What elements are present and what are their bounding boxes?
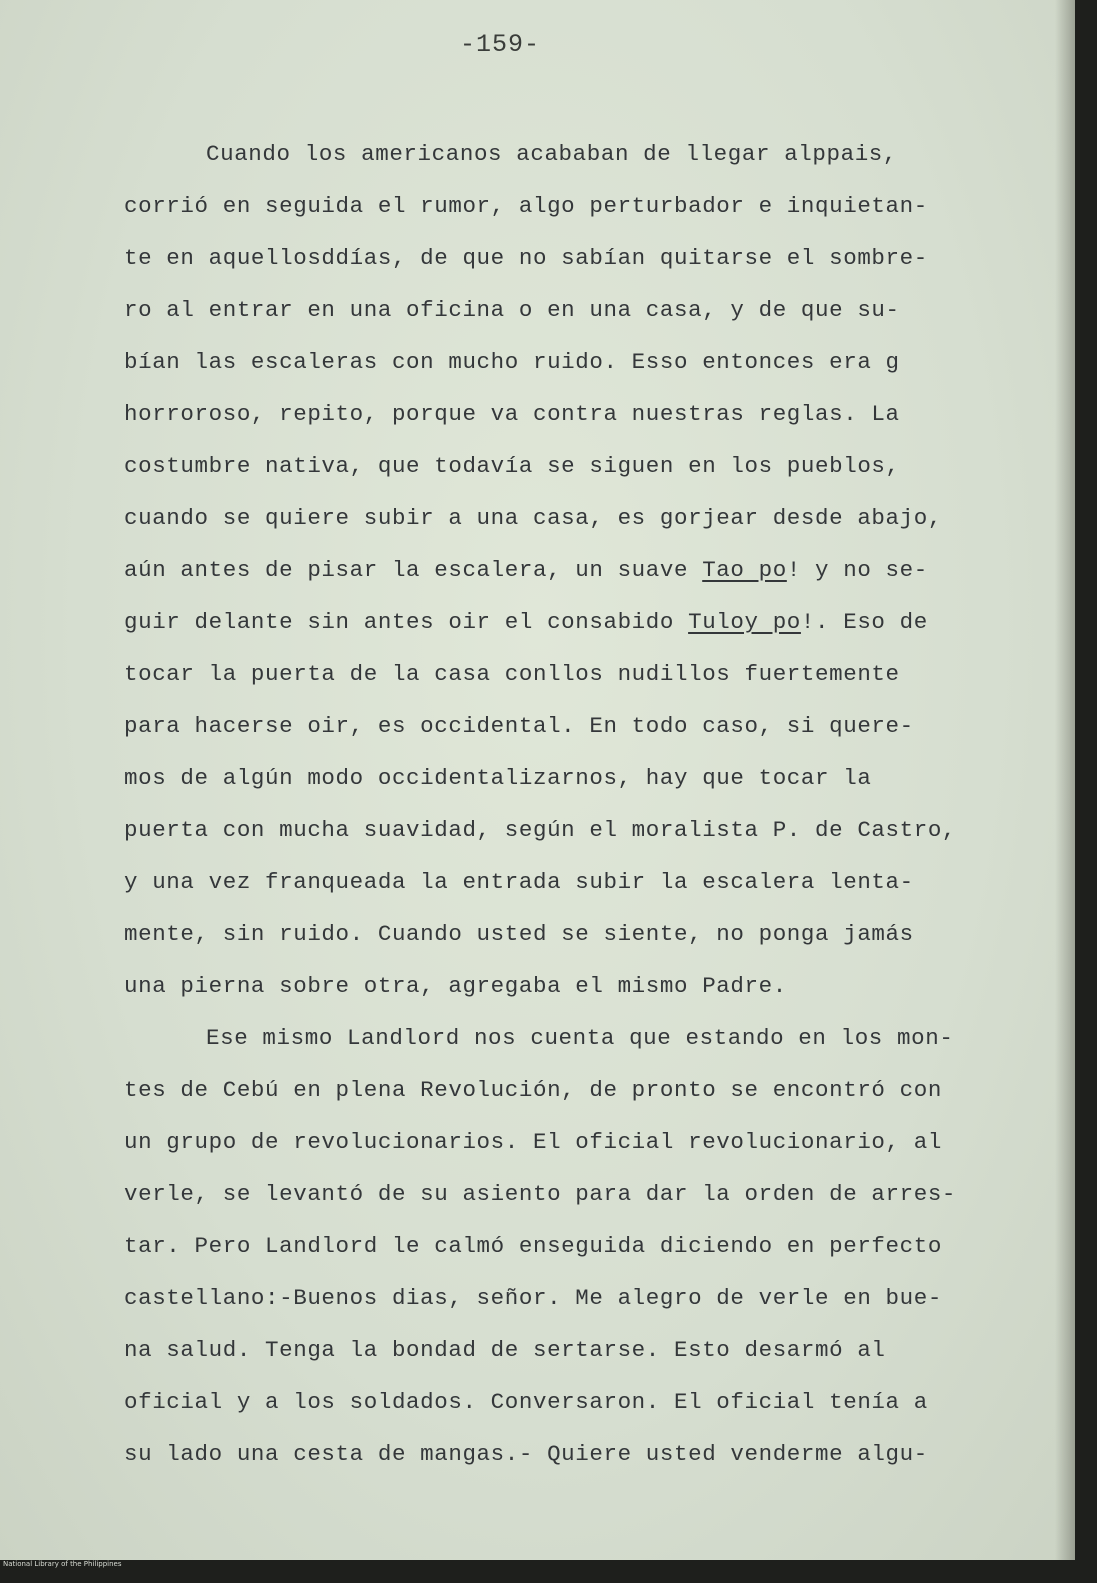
underlined-phrase: Tuloy po [688,609,801,635]
text-line: cuando se quiere subir a una casa, es gorjear desde abajo, [124,505,942,531]
page-edge-shadow [1055,0,1075,1560]
text-line: te en aquellosddías, de que no sabían quitarse el sombre- [124,245,928,271]
text-line: mos de algún modo occidentalizarnos, hay que tocar la [124,765,872,791]
text-line: tes de Cebú en plena Revolución, de pronto se encontró con [124,1077,942,1103]
text-line: tar. Pero Landlord le calmó enseguida diciendo en perfecto [124,1233,942,1259]
text-segment: aún antes de pisar la escalera, un suave [124,557,703,583]
text-line: corrió en seguida el rumor, algo perturbador e inquietan- [124,193,928,219]
body-text [124,128,1024,1480]
text-line: tocar la puerta de la casa conllos nudillos fuertemente [124,661,900,687]
text-line [124,596,1024,648]
text-line: horroroso, repito, porque va contra nuestras reglas. La [124,401,900,427]
text-line: bían las escaleras con mucho ruido. Esso entonces era g [124,349,900,375]
text-line: oficial y a los soldados. Conversaron. El oficial tenía a [124,1389,928,1415]
text-line: su lado una cesta de mangas.- Quiere usted venderme algu- [124,1441,928,1467]
text-line: un grupo de revolucionarios. El oficial revolucionario, al [124,1129,942,1155]
page-number: -159- [459,30,540,59]
text-line: ro al entrar en una oficina o en una casa, y de que su- [124,297,900,323]
text-line: mente, sin ruido. Cuando usted se siente, no ponga jamás [124,921,914,947]
text-line: una pierna sobre otra, agregaba el mismo Padre. [124,973,787,999]
text-line: puerta con mucha suavidad, según el moralista P. de Castro, [124,817,957,843]
text-line: Cuando los americanos acababan de llegar alppais, [206,141,898,167]
text-line: Ese mismo Landlord nos cuenta que estando en los mon- [206,1025,954,1051]
text-segment: !. Eso de [800,609,928,635]
text-line: na salud. Tenga la bondad de sertarse. Esto desarmó al [124,1337,886,1363]
text-segment: guir delante sin antes oir el consabido [124,609,689,635]
text-line: y una vez franqueada la entrada subir la escalera lenta- [124,869,914,895]
text-line: costumbre nativa, que todavía se siguen en los pueblos, [124,453,900,479]
text-line: para hacerse oir, es occidental. En todo caso, si quere- [124,713,914,739]
footer-credit: National Library of the Philippines [3,1560,122,1568]
text-line: verle, se levantó de su asiento para dar la orden de arres- [124,1181,957,1207]
text-line: castellano:-Buenos dias, señor. Me alegro de verle en bue- [124,1285,942,1311]
text-line [124,544,1024,596]
text-segment: ! y no se- [786,557,928,583]
underlined-phrase: Tao po [702,557,787,583]
